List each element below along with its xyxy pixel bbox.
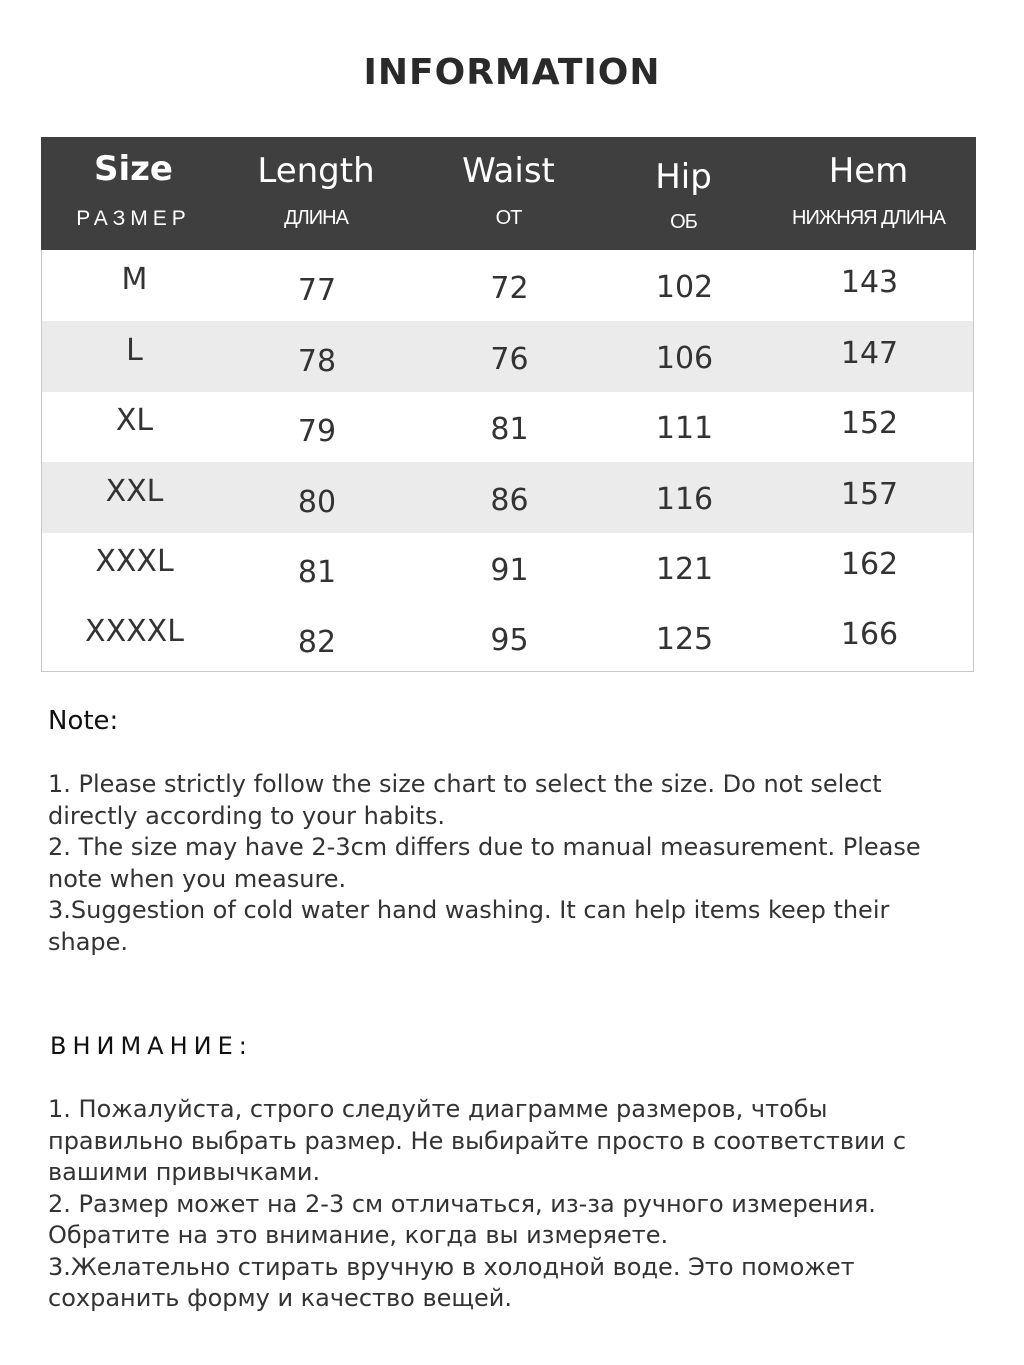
cell-hip: 102 — [655, 270, 714, 305]
cell-hip: 121 — [655, 552, 714, 587]
note-item: 3.Suggestion of cold water hand washing. It can help items keep their shape. — [48, 896, 890, 956]
cell-hip: 125 — [655, 622, 714, 657]
cell-length: 78 — [297, 344, 337, 379]
cell-size: M — [121, 262, 148, 297]
cell-size: XL — [115, 403, 154, 438]
header-hem-label-ru: НИЖНЯЯ ДЛИНА — [792, 207, 945, 229]
table-row — [42, 321, 973, 392]
cell-length: 80 — [297, 485, 337, 520]
cell-length: 81 — [297, 555, 337, 590]
header-size-label-ru: РАЗМЕР — [76, 207, 191, 230]
cell-hip: 116 — [655, 482, 714, 517]
header-waist-label: Waist — [462, 151, 555, 191]
note-item: 1. Please strictly follow the size chart to select the size. Do not select directly according to your habits. — [48, 770, 882, 830]
note-item-ru: 2. Размер может на 2-3 см отличаться, из-за ручного измерения. Обратите на это внимание, когда вы измеряете. — [48, 1189, 876, 1249]
table-row — [42, 462, 973, 533]
cell-hip: 111 — [655, 411, 714, 446]
cell-waist: 81 — [490, 412, 529, 447]
header-hip-label-ru: ОБ — [670, 211, 697, 233]
header-size — [41, 137, 226, 250]
cell-length: 82 — [297, 625, 337, 660]
cell-hem: 162 — [840, 547, 899, 582]
cell-hip: 106 — [655, 341, 714, 376]
cell-length: 79 — [297, 414, 337, 449]
table-row — [42, 250, 973, 321]
note-item-ru: 3.Желательно стирать вручную в холодной воде. Это поможет сохранить форму и качество вещей. — [48, 1252, 855, 1312]
table-row — [42, 602, 973, 673]
cell-waist: 76 — [490, 342, 529, 377]
header-length-label: Length — [257, 151, 375, 191]
table-header — [41, 137, 976, 250]
table-row — [42, 391, 973, 462]
header-length-label-ru: ДЛИНА — [284, 207, 348, 229]
cell-hem: 166 — [840, 617, 899, 652]
header-waist-label-ru: ОТ — [495, 207, 522, 229]
header-length — [226, 137, 406, 250]
header-hem — [776, 137, 961, 250]
note-heading: Note: — [48, 706, 119, 736]
header-waist — [416, 137, 601, 250]
note-heading-ru: ВНИМАНИЕ: — [50, 1032, 253, 1060]
cell-waist: 86 — [490, 483, 529, 518]
note-item-ru: 1. Пожалуйста, строго следуйте диаграмме размеров, чтобы правильно выбрать размер. Не выбирайте просто в соответствии с вашими привычками. — [48, 1095, 907, 1186]
header-size-label: Size — [94, 149, 173, 189]
cell-size: XXXL — [95, 544, 174, 579]
cell-size: XXL — [105, 474, 164, 509]
cell-hem: 157 — [840, 477, 899, 512]
cell-waist: 91 — [490, 553, 529, 588]
header-hip-label: Hip — [655, 157, 712, 197]
cell-hem: 147 — [840, 336, 899, 371]
cell-size: XXXXL — [85, 614, 184, 649]
cell-length: 77 — [297, 273, 337, 308]
cell-size: L — [126, 333, 143, 368]
size-chart-table — [41, 137, 974, 672]
cell-hem: 152 — [840, 406, 899, 441]
note-body-ru — [48, 1094, 968, 1315]
note-body — [48, 769, 948, 958]
page-title: INFORMATION — [363, 52, 661, 93]
cell-waist: 72 — [490, 271, 529, 306]
table-row — [42, 532, 973, 603]
header-hip — [596, 137, 771, 250]
note-item: 2. The size may have 2-3cm differs due to manual measurement. Please note when you measure. — [48, 833, 921, 893]
cell-hem: 143 — [840, 265, 899, 300]
header-hem-label: Hem — [828, 151, 909, 191]
cell-waist: 95 — [490, 623, 529, 658]
